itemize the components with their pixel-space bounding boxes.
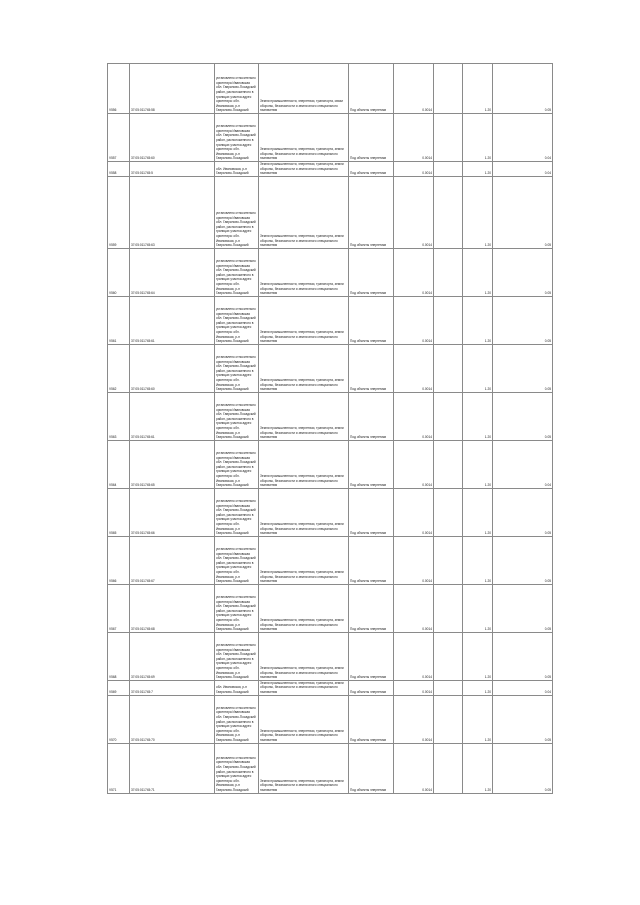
land-category-cell: Земли промышленности, энергетики, транспорта, земли обороны, безопасности и земли иного специального назначения	[259, 392, 349, 440]
permitted-use-cell: Под объекты энергетики	[349, 114, 394, 162]
location-cell: установлено относительно ориентира Ивановская обл. Гаврилово-Посадский район, расположенного в границах участка адрес ориентира: обл. Ивановская, р-н Гаврилово-Посадский	[215, 536, 259, 584]
cadastral-number-cell: 37:05:011745:69	[130, 632, 215, 680]
cadastral-number-cell: 37:05:011745:71	[130, 743, 215, 793]
table-row	[108, 680, 553, 695]
rate-cell: 1.20	[463, 248, 493, 296]
permitted-use-cell: Под объекты энергетики	[349, 440, 394, 488]
tax-cell: 0.05	[493, 64, 553, 114]
area-cell: 0.0014	[394, 64, 434, 114]
land-category-cell: Земли промышленности, энергетики, транспорта, земли обороны, безопасности и земли иного специального назначения	[259, 536, 349, 584]
row-number-cell: V561	[108, 296, 130, 344]
empty-cell	[434, 296, 463, 344]
empty-cell	[434, 64, 463, 114]
table-row	[108, 536, 553, 584]
location-cell: установлено относительно ориентира Ивановская обл. Гаврилово-Посадский район, расположенного в границах участка адрес ориентира: обл. Ивановская, р-н Гаврилово-Посадский	[215, 743, 259, 793]
row-number-cell: V567	[108, 584, 130, 632]
table-row	[108, 176, 553, 248]
land-category-cell: Земли промышленности, энергетики, транспорта, земли обороны, безопасности и земли иного специального назначения	[259, 114, 349, 162]
location-cell: обл. Ивановская, р-н Гаврилово-Посадский	[215, 162, 259, 177]
rate-cell: 1.20	[463, 440, 493, 488]
area-cell: 0.0014	[394, 536, 434, 584]
empty-cell	[434, 440, 463, 488]
permitted-use-cell: Под объекты энергетики	[349, 392, 394, 440]
land-category-cell: Земли промышленности, энергетики, транспорта, земли обороны, безопасности и земли иного специального назначения	[259, 344, 349, 392]
rate-cell: 1.20	[463, 584, 493, 632]
row-number-cell: V569	[108, 680, 130, 695]
land-category-cell: Земли промышленности, энергетики, транспорта, земли обороны, безопасности и земли иного специального назначения	[259, 296, 349, 344]
table-row	[108, 344, 553, 392]
area-cell: 0.0014	[394, 248, 434, 296]
rate-cell: 1.20	[463, 344, 493, 392]
table-row	[108, 488, 553, 536]
location-cell: установлено относительно ориентира Ивановская обл. Гаврилово-Посадский район, расположенного в границах участка адрес ориентира: обл. Ивановская, р-н Гаврилово-Посадский	[215, 695, 259, 743]
location-cell: установлено относительно ориентира Ивановская обл. Гаврилово-Посадский район, расположенного в границах участка адрес ориентира: обл. Ивановская, р-н Гаврилово-Посадский	[215, 632, 259, 680]
row-number-cell: V571	[108, 743, 130, 793]
cadastral-number-cell: 37:05:011745:5	[130, 162, 215, 177]
empty-cell	[434, 392, 463, 440]
table-row	[108, 296, 553, 344]
rate-cell: 1.20	[463, 632, 493, 680]
land-category-cell: Земли промышленности, энергетики, транспорта, земли обороны, безопасности и земли иного специального назначения	[259, 743, 349, 793]
empty-cell	[434, 632, 463, 680]
area-cell: 0.0014	[394, 488, 434, 536]
empty-cell	[434, 680, 463, 695]
location-cell: установлено относительно ориентира Ивановская обл. Гаврилово-Посадский район, расположенного в границах участка адрес ориентира: обл. Ивановская, р-н Гаврилово-Посадский	[215, 440, 259, 488]
cadastral-number-cell: 37:05:011745:66	[130, 488, 215, 536]
land-category-cell: Земли промышленности, энергетики, транспорта, земли обороны, безопасности и земли иного специального назначения	[259, 680, 349, 695]
permitted-use-cell: Под объекты энергетики	[349, 584, 394, 632]
table-row	[108, 440, 553, 488]
cadastral-number-cell: 37:05:011745:7	[130, 680, 215, 695]
empty-cell	[434, 248, 463, 296]
empty-cell	[434, 536, 463, 584]
rate-cell: 1.20	[463, 64, 493, 114]
area-cell: 0.0014	[394, 632, 434, 680]
land-category-cell: Земли промышленности, энергетики, транспорта, связи обороны, безопасности и земли иного специального назначения	[259, 64, 349, 114]
cadastral-number-cell: 37:05:011745:68	[130, 584, 215, 632]
permitted-use-cell: Под объекты энергетики	[349, 743, 394, 793]
cadastral-number-cell: 37:05:011745:65	[130, 440, 215, 488]
tax-cell: 0.05	[493, 743, 553, 793]
cadastral-number-cell: 37:05:011745:61	[130, 296, 215, 344]
empty-cell	[434, 176, 463, 248]
row-number-cell: V560	[108, 248, 130, 296]
land-category-cell: Земли промышленности, энергетики, транспорта, земли обороны, безопасности и земли иного специального назначения	[259, 248, 349, 296]
row-number-cell: V563	[108, 392, 130, 440]
row-number-cell: V556	[108, 64, 130, 114]
row-number-cell: V559	[108, 176, 130, 248]
permitted-use-cell: Под объекты энергетики	[349, 680, 394, 695]
row-number-cell: V570	[108, 695, 130, 743]
location-cell: установлено относительно ориентира Ивановская обл. Гаврилово-Посадский район, расположенного в границах участка адрес ориентира: обл. Ивановская, р-н Гаврилово-Посадский	[215, 488, 259, 536]
land-category-cell: Земли промышленности, энергетики, транспорта, земли обороны, безопасности и земли иного специального назначения	[259, 440, 349, 488]
cadastral-number-cell: 37:05:011745:61	[130, 392, 215, 440]
location-cell: установлено относительно ориентира Ивановская обл. Гаврилово-Посадский район, расположенного в границах участка адрес ориентира: обл. Ивановская, р-н Гаврилово-Посадский	[215, 114, 259, 162]
tax-cell: 0.05	[493, 296, 553, 344]
area-cell: 0.0014	[394, 296, 434, 344]
row-number-cell: V566	[108, 536, 130, 584]
land-category-cell: Земли промышленности, энергетики, транспорта, земли обороны, безопасности и земли иного специального назначения	[259, 162, 349, 177]
area-cell: 0.0014	[394, 162, 434, 177]
table-row	[108, 695, 553, 743]
rate-cell: 1.20	[463, 743, 493, 793]
area-cell: 0.0014	[394, 680, 434, 695]
location-cell: обл. Ивановская, р-н Гаврилово-Посадский	[215, 680, 259, 695]
location-cell: установлено относительно ориентира Ивановская обл. Гаврилово-Посадский район, расположенного в границах участка адрес ориентира: обл. Ивановская, р-н Гаврилово-Посадский	[215, 392, 259, 440]
permitted-use-cell: Под объекты энергетики	[349, 344, 394, 392]
tax-cell: 0.04	[493, 440, 553, 488]
empty-cell	[434, 695, 463, 743]
row-number-cell: V564	[108, 440, 130, 488]
tax-cell: 0.05	[493, 632, 553, 680]
cadastral-number-cell: 37:05:011745:67	[130, 536, 215, 584]
location-cell: установлено относительно ориентира Ивановская обл. Гаврилово-Посадский район, расположенного в границах участка адрес ориентира: обл. Ивановская, р-н Гаврилово-Посадский	[215, 584, 259, 632]
row-number-cell: V562	[108, 344, 130, 392]
row-number-cell: V568	[108, 632, 130, 680]
rate-cell: 1.20	[463, 392, 493, 440]
location-cell: установлено относительно ориентира Ивановская обл. Гаврилово-Посадский район, расположенного в границах участка адрес ориентира: обл. Ивановская, р-н Гаврилово-Посадский	[215, 64, 259, 114]
rate-cell: 1.20	[463, 536, 493, 584]
empty-cell	[434, 344, 463, 392]
table-row	[108, 64, 553, 114]
permitted-use-cell: Под объекты энергетики	[349, 64, 394, 114]
permitted-use-cell: Под объекты энергетики	[349, 176, 394, 248]
permitted-use-cell: Под объекты энергетики	[349, 248, 394, 296]
table-row	[108, 584, 553, 632]
empty-cell	[434, 584, 463, 632]
land-category-cell: Земли промышленности, энергетики, транспорта, земли обороны, безопасности и земли иного специального назначения	[259, 176, 349, 248]
tax-cell: 0.05	[493, 248, 553, 296]
tax-cell: 0.05	[493, 176, 553, 248]
area-cell: 0.0014	[394, 392, 434, 440]
permitted-use-cell: Под объекты энергетики	[349, 162, 394, 177]
area-cell: 0.0014	[394, 743, 434, 793]
rate-cell: 1.20	[463, 176, 493, 248]
rate-cell: 1.20	[463, 114, 493, 162]
location-cell: установлено относительно ориентира Ивановская обл. Гаврилово-Посадский район, расположенного в границах участка адрес ориентира: обл. Ивановская, р-н Гаврилово-Посадский	[215, 344, 259, 392]
land-category-cell: Земли промышленности, энергетики, транспорта, земли обороны, безопасности и земли иного специального назначения	[259, 695, 349, 743]
tax-cell: 0.05	[493, 695, 553, 743]
table-row	[108, 632, 553, 680]
land-category-cell: Земли промышленности, энергетики, транспорта, земли обороны, безопасности и земли иного специального назначения	[259, 584, 349, 632]
cadastral-number-cell: 37:05:011745:70	[130, 695, 215, 743]
tax-cell: 0.05	[493, 344, 553, 392]
table-row	[108, 114, 553, 162]
land-category-cell: Земли промышленности, энергетики, транспорта, земли обороны, безопасности и земли иного специального назначения	[259, 488, 349, 536]
row-number-cell: V557	[108, 114, 130, 162]
row-number-cell: V558	[108, 162, 130, 177]
tax-cell: 0.04	[493, 114, 553, 162]
table-row	[108, 743, 553, 793]
permitted-use-cell: Под объекты энергетики	[349, 536, 394, 584]
area-cell: 0.0014	[394, 440, 434, 488]
tax-cell: 0.05	[493, 392, 553, 440]
empty-cell	[434, 743, 463, 793]
empty-cell	[434, 114, 463, 162]
table-body	[108, 64, 553, 794]
tax-cell: 0.04	[493, 162, 553, 177]
table-row	[108, 248, 553, 296]
cadastral-number-cell: 37:05:011745:58	[130, 64, 215, 114]
cadastral-number-cell: 37:05:011745:64	[130, 248, 215, 296]
land-plot-table	[107, 63, 553, 794]
rate-cell: 1.20	[463, 680, 493, 695]
area-cell: 0.0014	[394, 176, 434, 248]
row-number-cell: V565	[108, 488, 130, 536]
cadastral-number-cell: 37:05:011745:63	[130, 176, 215, 248]
tax-cell: 0.05	[493, 488, 553, 536]
cadastral-number-cell: 37:05:011745:60	[130, 114, 215, 162]
table-row	[108, 162, 553, 177]
rate-cell: 1.20	[463, 488, 493, 536]
location-cell: установлено относительно ориентира Ивановская обл. Гаврилово-Посадский район, расположенного в границах участка адрес ориентира: обл. Ивановская, р-н Гаврилово-Посадский	[215, 176, 259, 248]
permitted-use-cell: Под объекты энергетики	[349, 632, 394, 680]
tax-cell: 0.04	[493, 680, 553, 695]
permitted-use-cell: Под объекты энергетики	[349, 695, 394, 743]
empty-cell	[434, 162, 463, 177]
empty-cell	[434, 488, 463, 536]
area-cell: 0.0014	[394, 584, 434, 632]
tax-cell: 0.05	[493, 584, 553, 632]
permitted-use-cell: Под объекты энергетики	[349, 296, 394, 344]
rate-cell: 1.20	[463, 296, 493, 344]
location-cell: установлено относительно ориентира Ивановская обл. Гаврилово-Посадский район, расположенного в границах участка адрес ориентира: обл. Ивановская, р-н Гаврилово-Посадский	[215, 296, 259, 344]
area-cell: 0.0014	[394, 695, 434, 743]
land-category-cell: Земли промышленности, энергетики, транспорта, земли обороны, безопасности и земли иного специального назначения	[259, 632, 349, 680]
location-cell: установлено относительно ориентира Ивановская обл. Гаврилово-Посадский район, расположенного в границах участка адрес ориентира: обл. Ивановская, р-н Гаврилово-Посадский	[215, 248, 259, 296]
cadastral-number-cell: 37:05:011745:60	[130, 344, 215, 392]
area-cell: 0.0014	[394, 114, 434, 162]
tax-cell: 0.05	[493, 536, 553, 584]
table-row	[108, 392, 553, 440]
permitted-use-cell: Под объекты энергетики	[349, 488, 394, 536]
rate-cell: 1.20	[463, 695, 493, 743]
area-cell: 0.0014	[394, 344, 434, 392]
rate-cell: 1.20	[463, 162, 493, 177]
